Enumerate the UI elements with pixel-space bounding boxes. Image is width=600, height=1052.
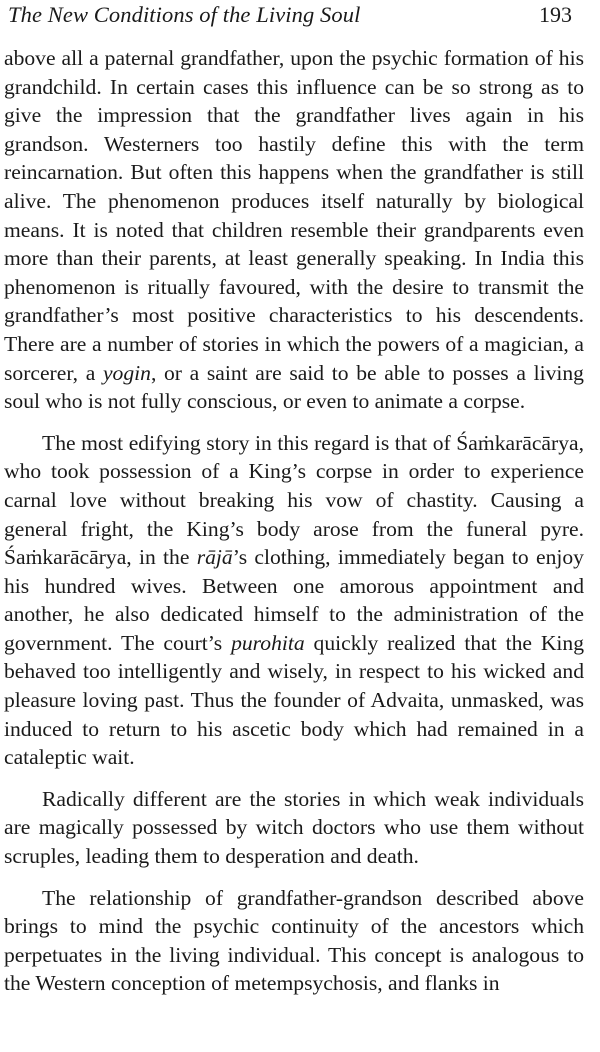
paragraph-1-text: above all a paternal grandfather, upon the psychic formation of his grandchild. In certain cases this influence can be so strong as to give the impression that the grandfather lives again in his grandson. Westerners too hastily define this with the term reincarnation. But often this happens when the grandfather is still alive. The phenomenon produces itself naturally by biological means. It is noted that children resemble their grandparents even more than their parents, at least generally speaking. In India this phenomenon is ritually favoured, with the desire to transmit the grandfather’s most positive characteristics to his descendents. There are a number of stories in which the powers of a magician, a sorcerer, a: [4, 46, 584, 385]
italic-term-purohita: purohita: [231, 630, 305, 655]
paragraph-2-text-middle: ’s clothing, immediately began to enjoy his hundred wives. Between one amorous appointment and another, he also dedicated himself to the administration of the government. The court’s: [4, 545, 584, 655]
paragraph-4: [4, 884, 584, 998]
paragraph-2-text-end: quickly realized that the King behaved too intelligently and wisely, in respect to his wicked and pleasure loving past. Thus the founder of Advaita, unmasked, was induced to return to his ascetic body which had remained in a cataleptic wait.: [4, 630, 585, 770]
paragraph-3: [4, 785, 584, 871]
italic-term-raja: rājā: [196, 545, 233, 570]
paragraph-1-text-end: , or a saint are said to be able to posses a living soul who is not fully conscious, or even to animate a corpse.: [4, 360, 584, 414]
paragraph-3-text: Radically different are the stories in which weak individuals are magically possessed by witch doctors who use them without scruples, leading them to desperation and death.: [4, 786, 584, 869]
running-head: [4, 0, 584, 44]
paragraph-4-text: The relationship of grandfather-grandson described above brings to mind the psychic continuity of the ancestors which perpetuates in the living individual. This concept is analogous to the Western conception of metempsychosis, and flanks in: [4, 885, 584, 996]
paragraph-2-text: The most edifying story in this regard is that of Śaṁkarācārya, who took possession of a King’s corpse in order to experience carnal love without breaking his vow of chastity. Causing a general fright, the King’s body arose from the funeral pyre. Śaṁkarācārya, in the: [4, 430, 584, 570]
page-number: 193: [539, 2, 572, 27]
italic-term-yogin: yogin: [102, 360, 151, 385]
paragraph-2: [4, 429, 584, 772]
body-text: [4, 44, 584, 998]
running-title: The New Conditions of the Living Soul: [8, 2, 361, 27]
paragraph-1: [4, 44, 584, 416]
